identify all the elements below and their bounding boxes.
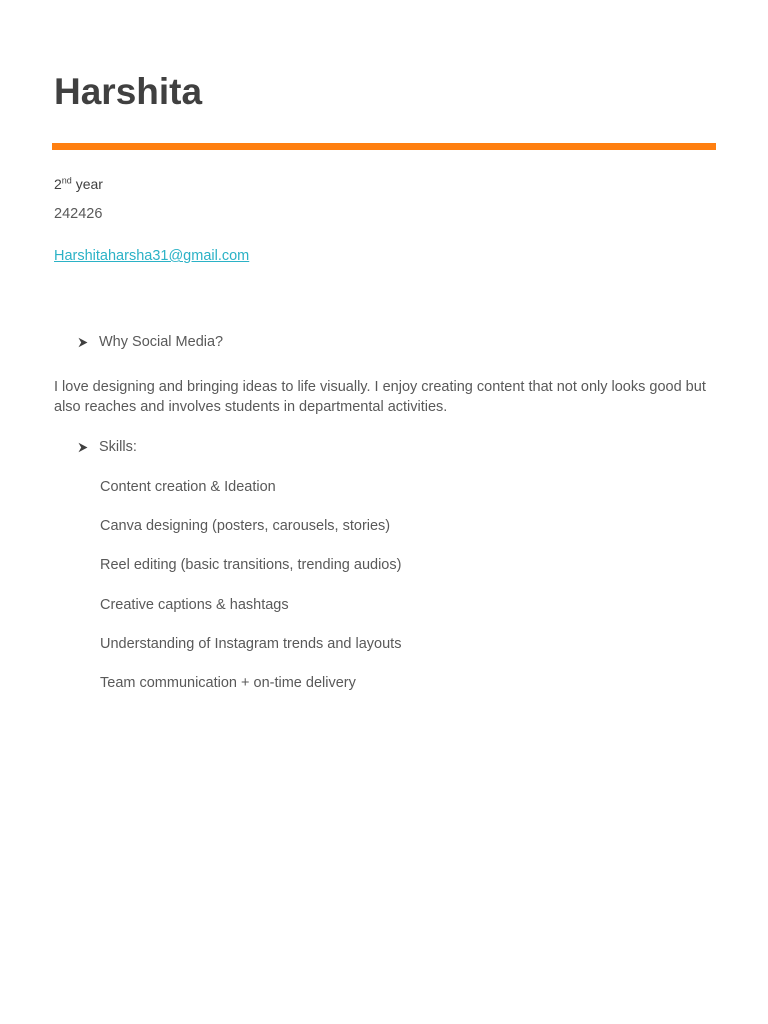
skill-item: Content creation & Ideation bbox=[100, 479, 276, 495]
email-link[interactable]: Harshitaharsha31@gmail.com bbox=[54, 248, 250, 264]
year-number: 2 bbox=[54, 176, 62, 192]
skill-item: Understanding of Instagram trends and layouts bbox=[100, 636, 402, 652]
year-word: year bbox=[71, 176, 103, 192]
skill-item: Canva designing (posters, carousels, stories) bbox=[100, 518, 391, 534]
why-paragraph: I love designing and bringing ideas to life visually. I enjoy creating content that not only looks good but also reaches and involves students in departmental activities. bbox=[54, 379, 706, 415]
skill-item: Reel editing (basic transitions, trending audios) bbox=[100, 557, 402, 573]
arrow-bullet-icon bbox=[78, 442, 88, 453]
skill-item: Team communication + on-time delivery bbox=[100, 675, 356, 691]
year-of-study bbox=[54, 176, 103, 192]
why-social-media-heading bbox=[78, 334, 223, 351]
skills-heading-text: Skills: bbox=[99, 439, 137, 455]
why-heading-text: Why Social Media? bbox=[99, 334, 224, 350]
roll-number: 242426 bbox=[54, 206, 103, 222]
skills-heading bbox=[78, 439, 137, 456]
header-divider bbox=[52, 143, 716, 150]
arrow-bullet-icon bbox=[78, 337, 88, 348]
applicant-name: Harshita bbox=[54, 71, 203, 112]
year-suffix: nd bbox=[61, 175, 72, 186]
skill-item: Creative captions & hashtags bbox=[100, 597, 289, 613]
